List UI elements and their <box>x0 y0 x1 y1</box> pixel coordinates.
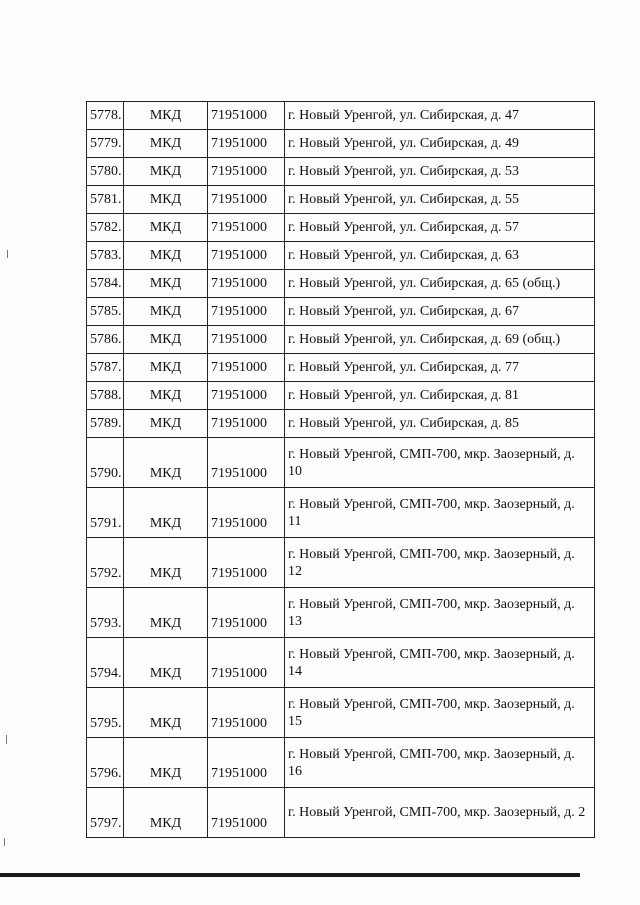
building-type-cell: МКД <box>124 688 208 738</box>
table-row <box>87 270 595 298</box>
oktmo-code-cell: 71951000 <box>208 298 285 326</box>
table-row <box>87 242 595 270</box>
scan-bottom-edge-bar <box>0 873 580 877</box>
address-cell: г. Новый Уренгой, ул. Сибирская, д. 49 <box>285 130 595 158</box>
table-row <box>87 410 595 438</box>
building-type-cell: МКД <box>124 186 208 214</box>
building-type-cell: МКД <box>124 788 208 838</box>
address-cell: г. Новый Уренгой, ул. Сибирская, д. 53 <box>285 158 595 186</box>
row-number-cell: 5787. <box>87 354 124 382</box>
address-cell: г. Новый Уренгой, ул. Сибирская, д. 69 (общ.) <box>285 326 595 354</box>
building-type-cell: МКД <box>124 242 208 270</box>
address-cell: г. Новый Уренгой, ул. Сибирская, д. 85 <box>285 410 595 438</box>
row-number-cell: 5779. <box>87 130 124 158</box>
table-row <box>87 382 595 410</box>
row-number-cell: 5794. <box>87 638 124 688</box>
address-cell: г. Новый Уренгой, СМП-700, мкр. Заозерный, д. 14 <box>285 638 595 688</box>
oktmo-code-cell: 71951000 <box>208 438 285 488</box>
scan-artifact-mark <box>4 838 5 846</box>
row-number-cell: 5790. <box>87 438 124 488</box>
row-number-cell: 5791. <box>87 488 124 538</box>
row-number-cell: 5780. <box>87 158 124 186</box>
building-type-cell: МКД <box>124 738 208 788</box>
oktmo-code-cell: 71951000 <box>208 186 285 214</box>
table-row <box>87 186 595 214</box>
building-type-cell: МКД <box>124 102 208 130</box>
row-number-cell: 5784. <box>87 270 124 298</box>
building-type-cell: МКД <box>124 488 208 538</box>
oktmo-code-cell: 71951000 <box>208 688 285 738</box>
building-type-cell: МКД <box>124 158 208 186</box>
table-row <box>87 438 595 488</box>
table-row <box>87 354 595 382</box>
building-type-cell: МКД <box>124 538 208 588</box>
address-cell: г. Новый Уренгой, ул. Сибирская, д. 67 <box>285 298 595 326</box>
address-cell: г. Новый Уренгой, СМП-700, мкр. Заозерный, д. 11 <box>285 488 595 538</box>
table-row <box>87 688 595 738</box>
address-cell: г. Новый Уренгой, ул. Сибирская, д. 47 <box>285 102 595 130</box>
row-number-cell: 5797. <box>87 788 124 838</box>
table-row <box>87 638 595 688</box>
housing-registry-table <box>86 101 595 838</box>
oktmo-code-cell: 71951000 <box>208 326 285 354</box>
address-cell: г. Новый Уренгой, СМП-700, мкр. Заозерный, д. 16 <box>285 738 595 788</box>
table-row <box>87 158 595 186</box>
row-number-cell: 5788. <box>87 382 124 410</box>
building-type-cell: МКД <box>124 382 208 410</box>
building-type-cell: МКД <box>124 214 208 242</box>
row-number-cell: 5792. <box>87 538 124 588</box>
row-number-cell: 5785. <box>87 298 124 326</box>
oktmo-code-cell: 71951000 <box>208 214 285 242</box>
row-number-cell: 5783. <box>87 242 124 270</box>
building-type-cell: МКД <box>124 298 208 326</box>
building-type-cell: МКД <box>124 438 208 488</box>
address-cell: г. Новый Уренгой, ул. Сибирская, д. 55 <box>285 186 595 214</box>
table-row <box>87 326 595 354</box>
row-number-cell: 5795. <box>87 688 124 738</box>
row-number-cell: 5789. <box>87 410 124 438</box>
oktmo-code-cell: 71951000 <box>208 638 285 688</box>
scan-artifact-mark <box>6 735 7 744</box>
address-cell: г. Новый Уренгой, ул. Сибирская, д. 57 <box>285 214 595 242</box>
oktmo-code-cell: 71951000 <box>208 488 285 538</box>
oktmo-code-cell: 71951000 <box>208 788 285 838</box>
table-row <box>87 788 595 838</box>
table-row <box>87 488 595 538</box>
oktmo-code-cell: 71951000 <box>208 158 285 186</box>
row-number-cell: 5793. <box>87 588 124 638</box>
table-row <box>87 738 595 788</box>
address-cell: г. Новый Уренгой, ул. Сибирская, д. 77 <box>285 354 595 382</box>
oktmo-code-cell: 71951000 <box>208 354 285 382</box>
oktmo-code-cell: 71951000 <box>208 242 285 270</box>
address-cell: г. Новый Уренгой, ул. Сибирская, д. 81 <box>285 382 595 410</box>
address-cell: г. Новый Уренгой, ул. Сибирская, д. 65 (общ.) <box>285 270 595 298</box>
oktmo-code-cell: 71951000 <box>208 382 285 410</box>
table-row <box>87 130 595 158</box>
building-type-cell: МКД <box>124 130 208 158</box>
oktmo-code-cell: 71951000 <box>208 270 285 298</box>
scan-artifact-mark <box>7 250 8 258</box>
table-row <box>87 102 595 130</box>
address-cell: г. Новый Уренгой, СМП-700, мкр. Заозерный, д. 12 <box>285 538 595 588</box>
address-cell: г. Новый Уренгой, СМП-700, мкр. Заозерный, д. 15 <box>285 688 595 738</box>
address-cell: г. Новый Уренгой, СМП-700, мкр. Заозерный, д. 13 <box>285 588 595 638</box>
oktmo-code-cell: 71951000 <box>208 130 285 158</box>
building-type-cell: МКД <box>124 270 208 298</box>
building-type-cell: МКД <box>124 354 208 382</box>
row-number-cell: 5778. <box>87 102 124 130</box>
oktmo-code-cell: 71951000 <box>208 588 285 638</box>
address-cell: г. Новый Уренгой, ул. Сибирская, д. 63 <box>285 242 595 270</box>
oktmo-code-cell: 71951000 <box>208 410 285 438</box>
table-row <box>87 538 595 588</box>
building-type-cell: МКД <box>124 588 208 638</box>
row-number-cell: 5786. <box>87 326 124 354</box>
row-number-cell: 5782. <box>87 214 124 242</box>
oktmo-code-cell: 71951000 <box>208 538 285 588</box>
table-body <box>87 102 595 838</box>
oktmo-code-cell: 71951000 <box>208 102 285 130</box>
row-number-cell: 5781. <box>87 186 124 214</box>
table-row <box>87 588 595 638</box>
building-type-cell: МКД <box>124 638 208 688</box>
building-type-cell: МКД <box>124 326 208 354</box>
table-row <box>87 298 595 326</box>
address-cell: г. Новый Уренгой, СМП-700, мкр. Заозерный, д. 2 <box>285 788 595 838</box>
address-cell: г. Новый Уренгой, СМП-700, мкр. Заозерный, д. 10 <box>285 438 595 488</box>
building-type-cell: МКД <box>124 410 208 438</box>
oktmo-code-cell: 71951000 <box>208 738 285 788</box>
table-row <box>87 214 595 242</box>
row-number-cell: 5796. <box>87 738 124 788</box>
